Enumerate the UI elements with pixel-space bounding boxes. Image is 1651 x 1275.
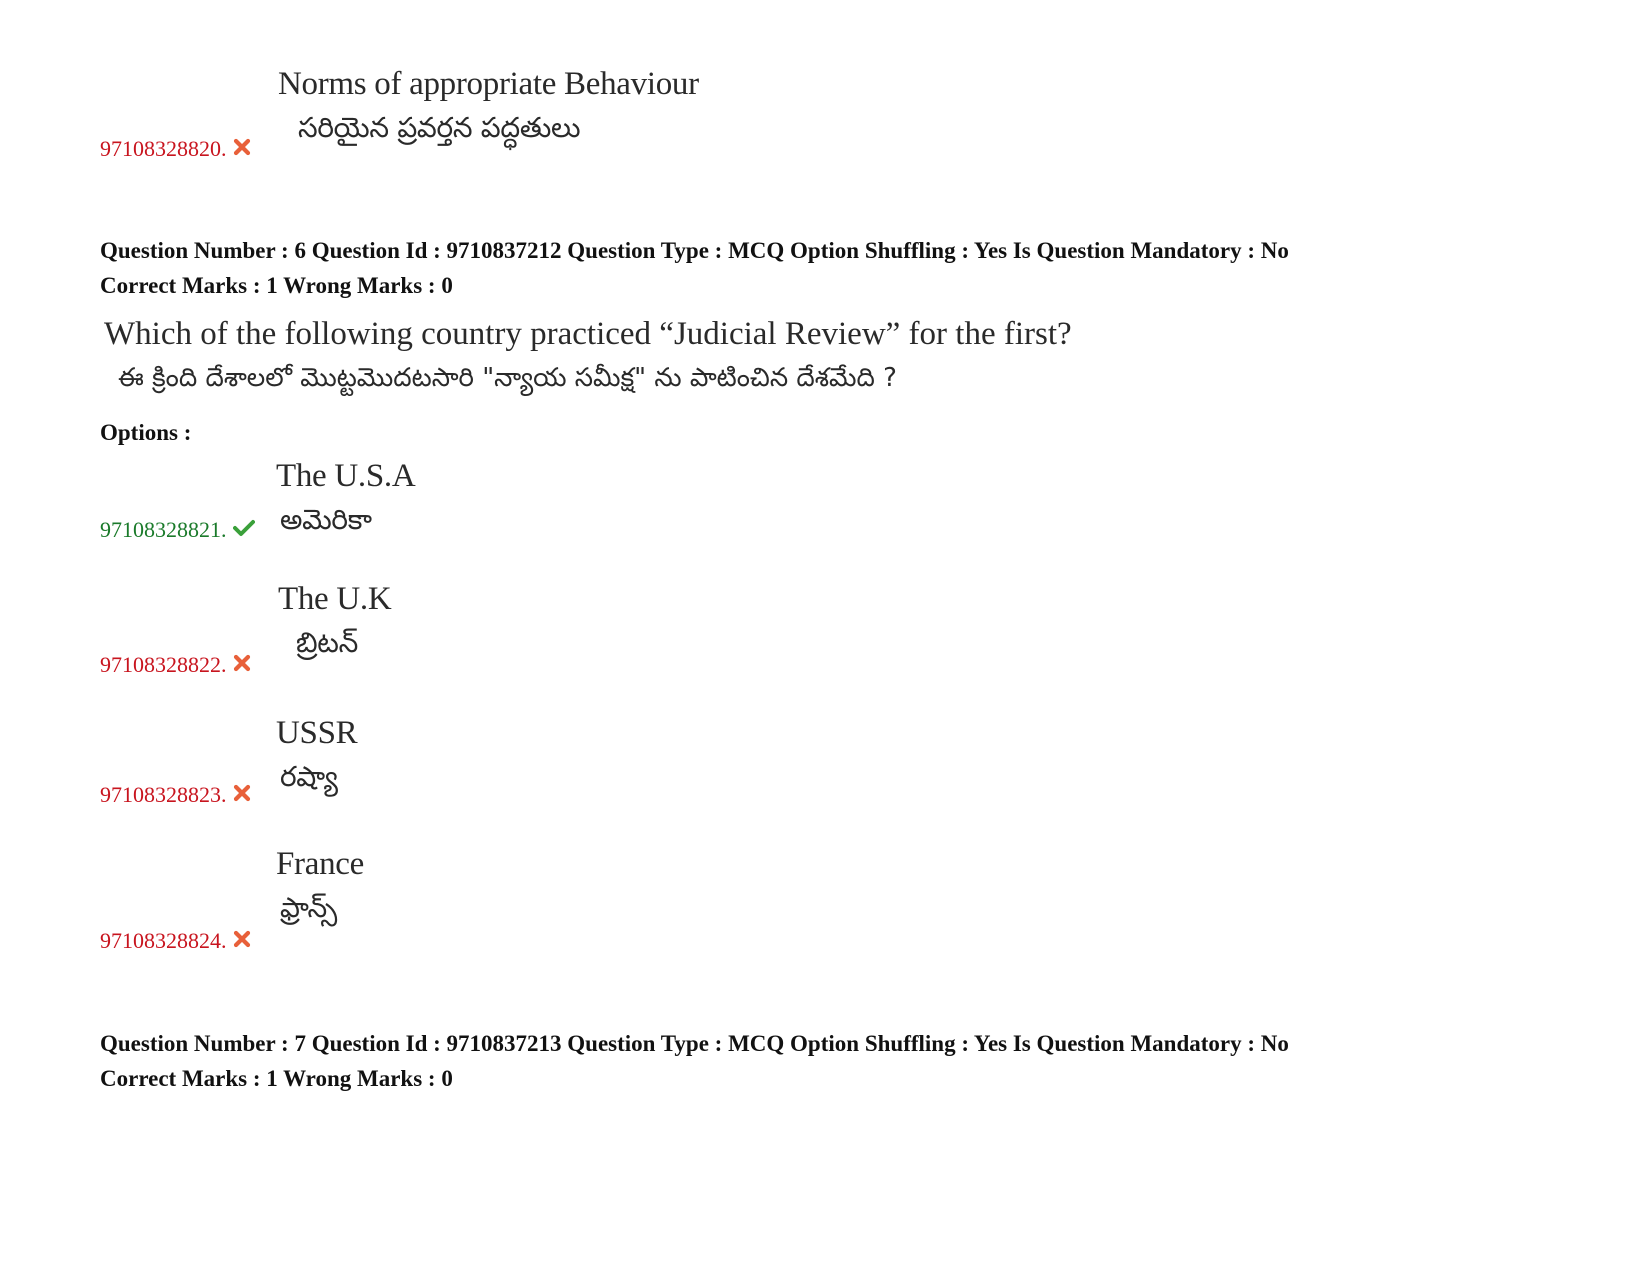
cross-icon <box>233 782 251 800</box>
option-text-te: రష్యా <box>280 760 338 793</box>
question-7-meta <box>100 1026 1289 1096</box>
option-id-prev <box>100 136 251 162</box>
question-6-text-en: Which of the following country practiced “Judicial Review” for the first? <box>104 316 1072 352</box>
option-text-prev <box>278 62 699 150</box>
options-label: Options : <box>100 420 192 445</box>
option-id-label: 97108328821. <box>100 517 227 542</box>
check-icon <box>233 517 255 535</box>
question-6-meta-line1: Question Number : 6 Question Id : 9710837212 Question Type : MCQ Option Shuffling : Yes Is Question Mandatory : No <box>100 238 1289 263</box>
option-id-label: 97108328822. <box>100 652 227 677</box>
option-text-2 <box>278 577 391 665</box>
question-6-text-te: ఈ క్రింది దేశాలలో మొట్టమొదటసారి "న్యాయ సమీక్ష" ను పాటించిన దేశమేది ? <box>118 363 897 393</box>
option-text-te: బ్రిటన్ <box>296 626 358 659</box>
option-text-te: అమెరికా <box>280 503 372 536</box>
option-text-en: USSR <box>276 715 358 751</box>
option-text-3 <box>276 711 357 799</box>
option-id-3 <box>100 782 251 808</box>
option-text-te: సరియైన ప్రవర్తన పద్ధతులు <box>298 111 581 144</box>
option-text-4 <box>276 842 364 930</box>
option-id-label: 97108328823. <box>100 782 227 807</box>
question-6-meta-line2: Correct Marks : 1 Wrong Marks : 0 <box>100 273 453 298</box>
option-text-te: ఫ్రాన్స్ <box>280 891 337 924</box>
question-7-meta-line1: Question Number : 7 Question Id : 9710837213 Question Type : MCQ Option Shuffling : Yes Is Question Mandatory : No <box>100 1031 1289 1056</box>
question-6-text <box>104 312 1072 400</box>
option-id-label: 97108328824. <box>100 928 227 953</box>
option-id-1 <box>100 517 255 543</box>
cross-icon <box>233 652 251 670</box>
option-text-en: The U.K <box>278 581 392 617</box>
option-text-en: The U.S.A <box>276 458 416 494</box>
option-id-label: 97108328820. <box>100 136 227 161</box>
question-7-meta-line2: Correct Marks : 1 Wrong Marks : 0 <box>100 1066 453 1091</box>
option-text-en: Norms of appropriate Behaviour <box>278 66 699 102</box>
cross-icon <box>233 928 251 946</box>
option-id-2 <box>100 652 251 678</box>
cross-icon <box>233 136 251 154</box>
question-6-meta <box>100 233 1289 303</box>
option-text-en: France <box>276 846 364 882</box>
option-text-1 <box>276 454 415 542</box>
option-id-4 <box>100 928 251 954</box>
